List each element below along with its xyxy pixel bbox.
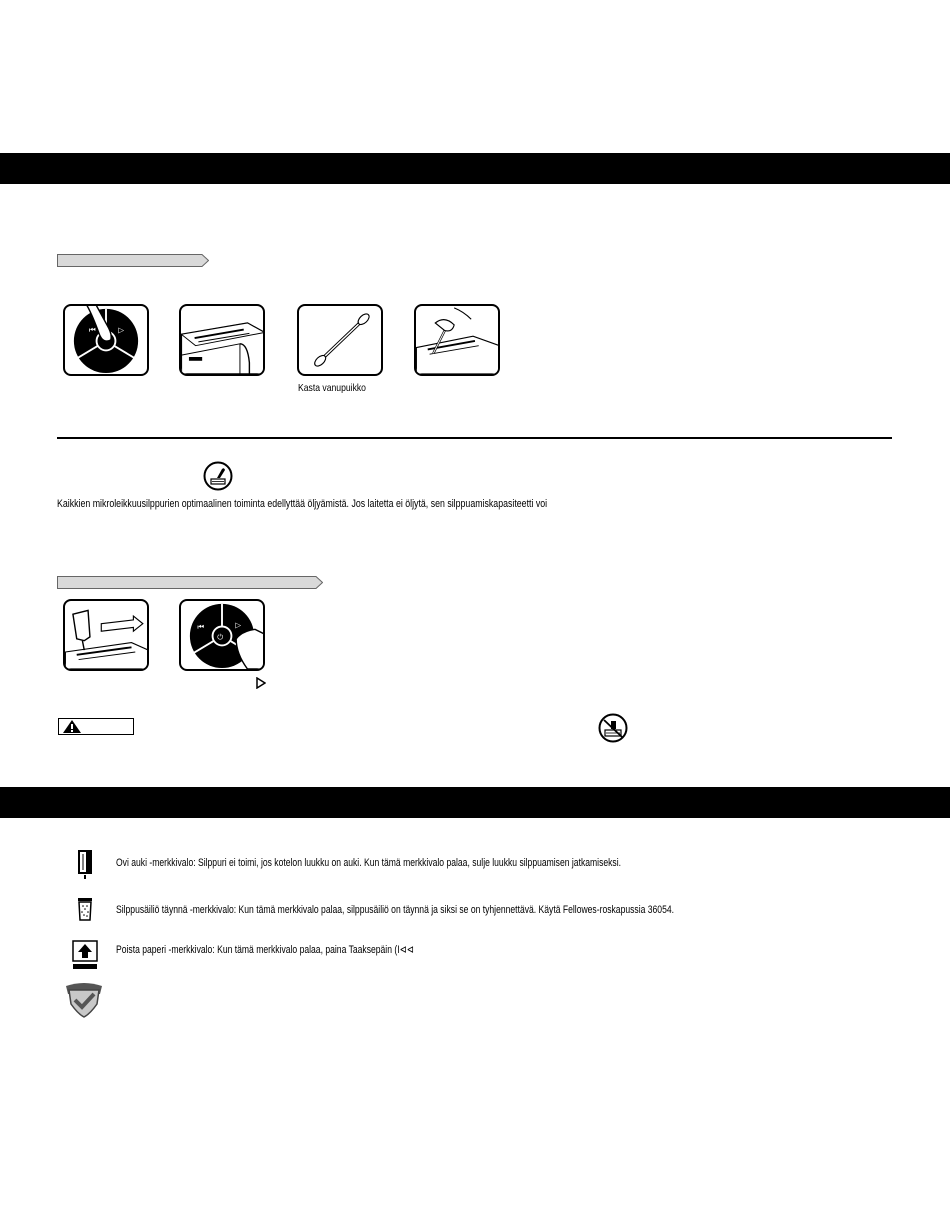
svg-text:⏮: ⏮ [197, 622, 205, 632]
indicator-door-open-text: Ovi auki -merkkivalo: Silppuri ei toimi, jos kotelon luukku on auki. Kun tämä merkkivalo palaa, sulje luukku silppuamisen jatkamiseksi. [116, 857, 622, 869]
oiling-intro-text: Kaikkien mikroleikkuusilppurien optimaalinen toiminta edellyttää öljyämistä. Jos laitetta ei öljytä, sen silppuamiskapasiteetti voi [57, 498, 548, 510]
shredder-top-illustration [179, 304, 265, 376]
safesense-shield-icon [64, 982, 104, 1018]
oil-application-illustration [63, 599, 149, 671]
warning-triangle-icon [62, 719, 82, 734]
section-divider [57, 437, 892, 439]
remove-paper-icon [72, 940, 98, 970]
bin-full-icon [76, 897, 94, 921]
svg-text:▷: ▷ [118, 325, 125, 335]
control-dial-press-illustration [63, 304, 149, 376]
control-dial-forward-illustration [179, 599, 265, 671]
svg-text:▷: ▷ [235, 620, 242, 630]
cleaning-sensor-illustration [414, 304, 500, 376]
section-header-band-top [0, 153, 950, 184]
no-aerosol-icon [598, 713, 628, 743]
oil-indicator-icon [203, 461, 233, 491]
cotton-swab-illustration [297, 304, 383, 376]
cleaning-steps-tab [57, 254, 209, 267]
warning-label-box [58, 718, 134, 735]
swab-caption: Kasta vanupuikko [298, 382, 366, 394]
forward-arrow-icon [256, 677, 266, 689]
svg-text:⏮: ⏮ [89, 325, 96, 335]
door-open-icon [77, 849, 93, 879]
svg-text:⏻: ⏻ [217, 632, 224, 642]
section-header-band-indicators [0, 787, 950, 818]
oiling-steps-tab [57, 576, 323, 589]
indicator-bin-full-text: Silppusäiliö täynnä -merkkivalo: Kun tämä merkkivalo palaa, silppusäiliö on täynnä ja siksi se on tyhjennettävä. Käytä Fellowes-roskapussia 36054. [116, 904, 675, 916]
indicator-remove-paper-text: Poista paperi -merkkivalo: Kun tämä merkkivalo palaa, paina Taaksepäin (I⊲⊲ [116, 944, 414, 956]
